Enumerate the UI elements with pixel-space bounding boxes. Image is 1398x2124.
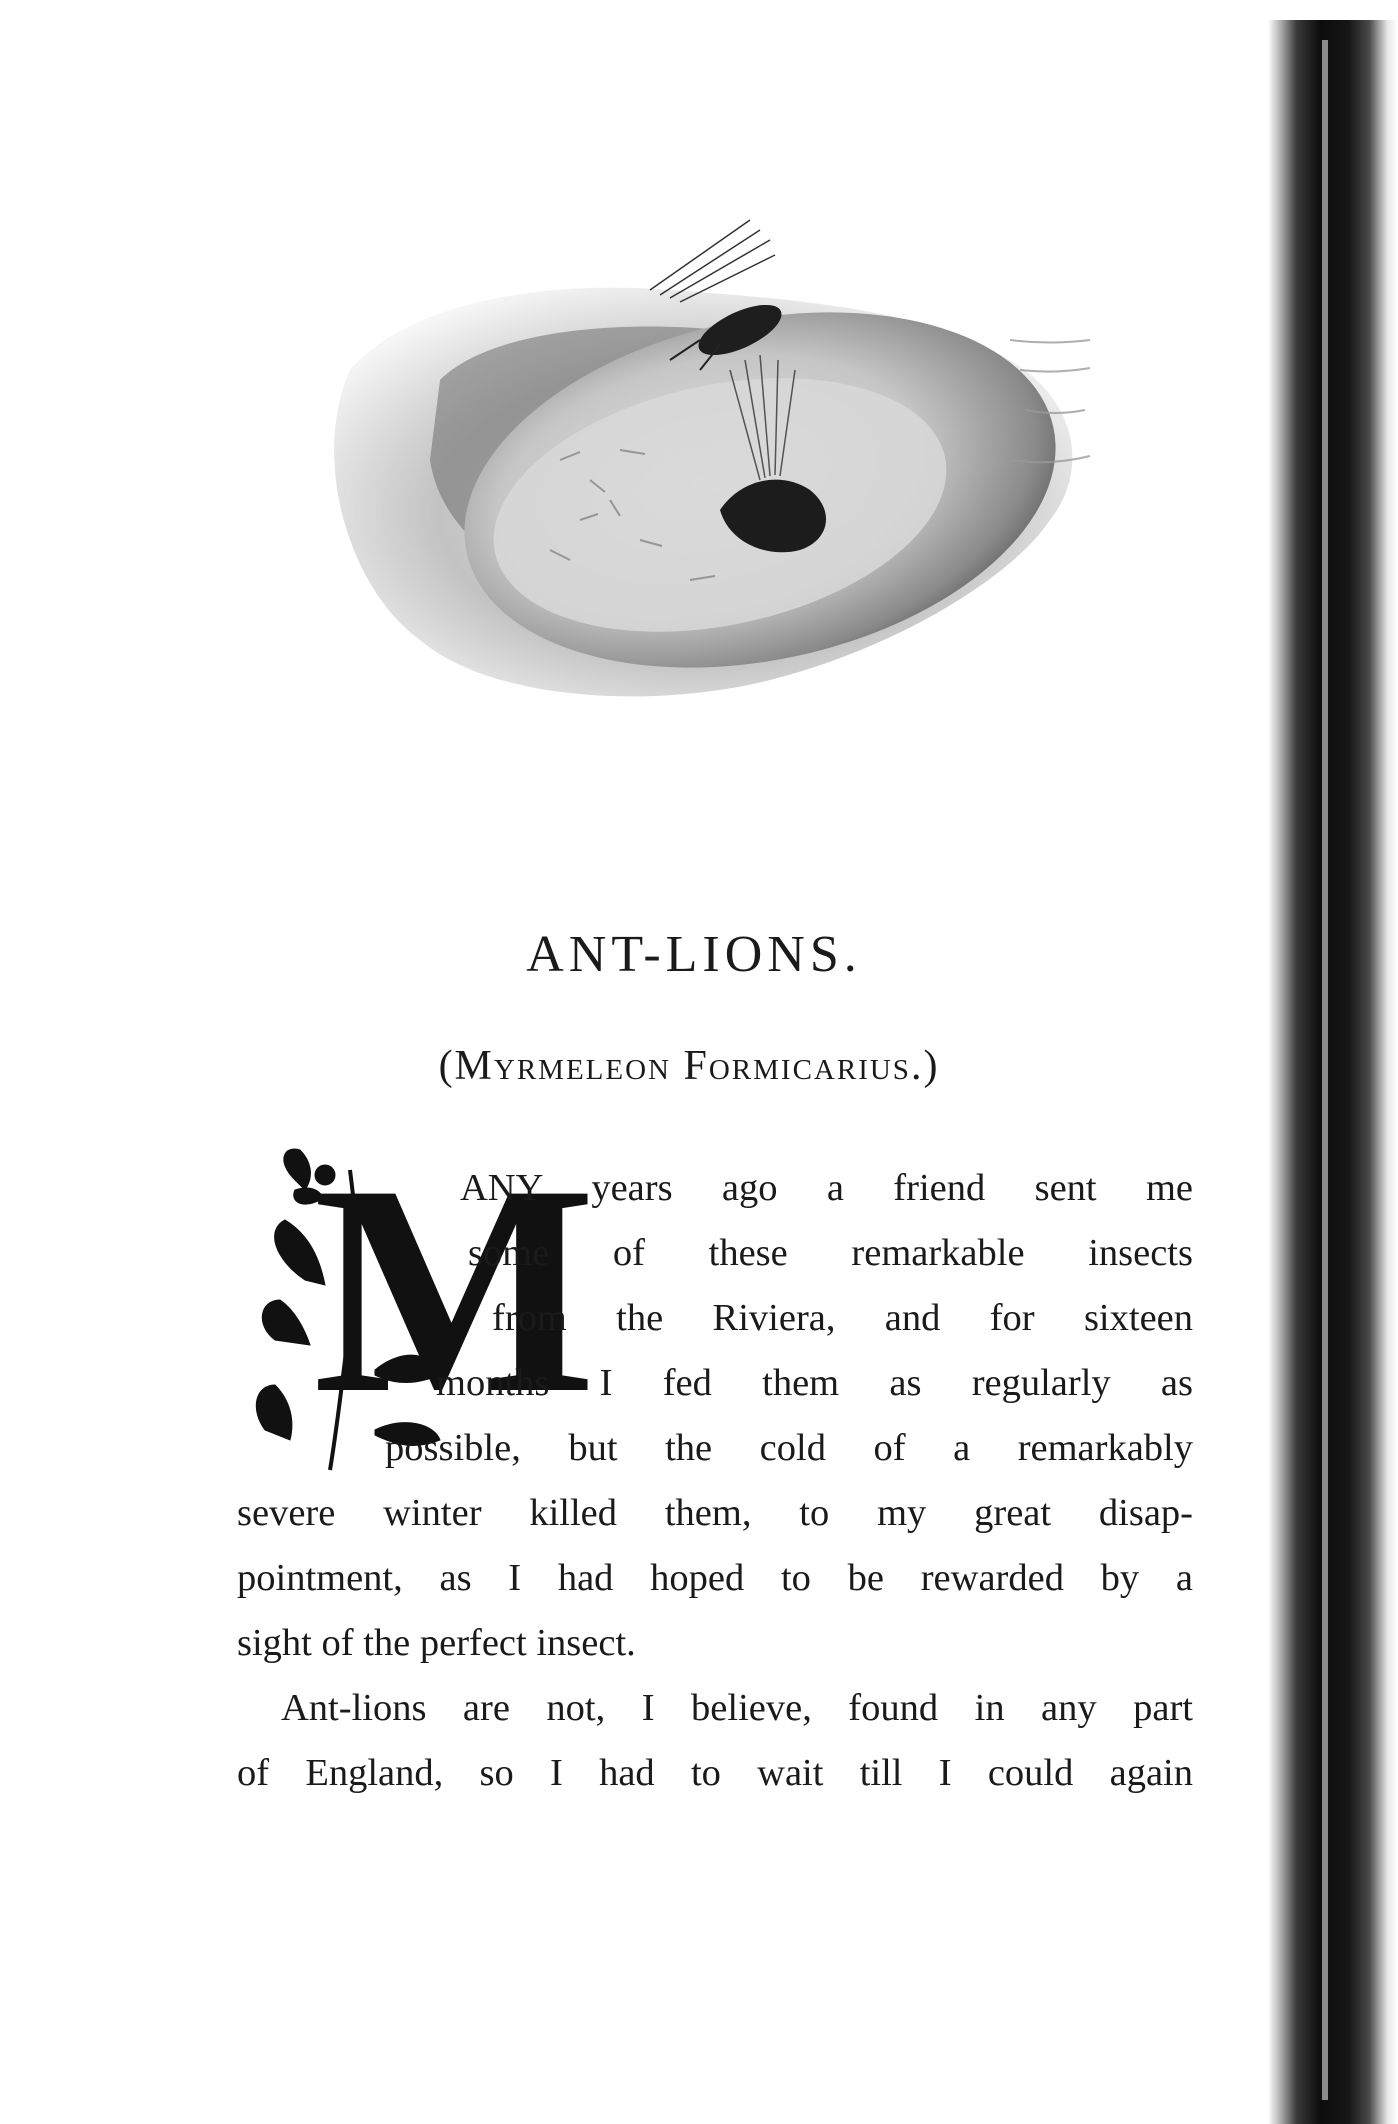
book-binding-edge (1268, 20, 1398, 2124)
paragraph-line: severe winter killed them, to my great disap- (237, 1492, 1193, 1534)
chapter-subtitle: (Myrmeleon Formicarius.) (438, 1043, 940, 1089)
paragraph-line: pointment, as I had hoped to be rewarded by a (237, 1557, 1193, 1599)
paragraph-line: months I fed them as regularly as (436, 1362, 1193, 1404)
paragraph-line: sight of the perfect insect. (237, 1622, 636, 1664)
paragraph-line: of England, so I had to wait till I could again (237, 1752, 1193, 1794)
paragraph-line: some of these remarkable insects (468, 1232, 1193, 1274)
drop-cap-letter: M (313, 1123, 597, 1455)
chapter-title: ANT-LIONS. (526, 926, 862, 983)
paragraph-line: ANY years ago a friend sent me (460, 1167, 1193, 1209)
paragraph-line: possible, but the cold of a remarkably (385, 1427, 1193, 1469)
binding-highlight (1322, 40, 1328, 2100)
ant-lion-pit-illustration (290, 220, 1130, 720)
paragraph-line: Ant-lions are not, I believe, found in any part (281, 1687, 1193, 1729)
paragraph-line: from the Riviera, and for sixteen (492, 1297, 1193, 1339)
